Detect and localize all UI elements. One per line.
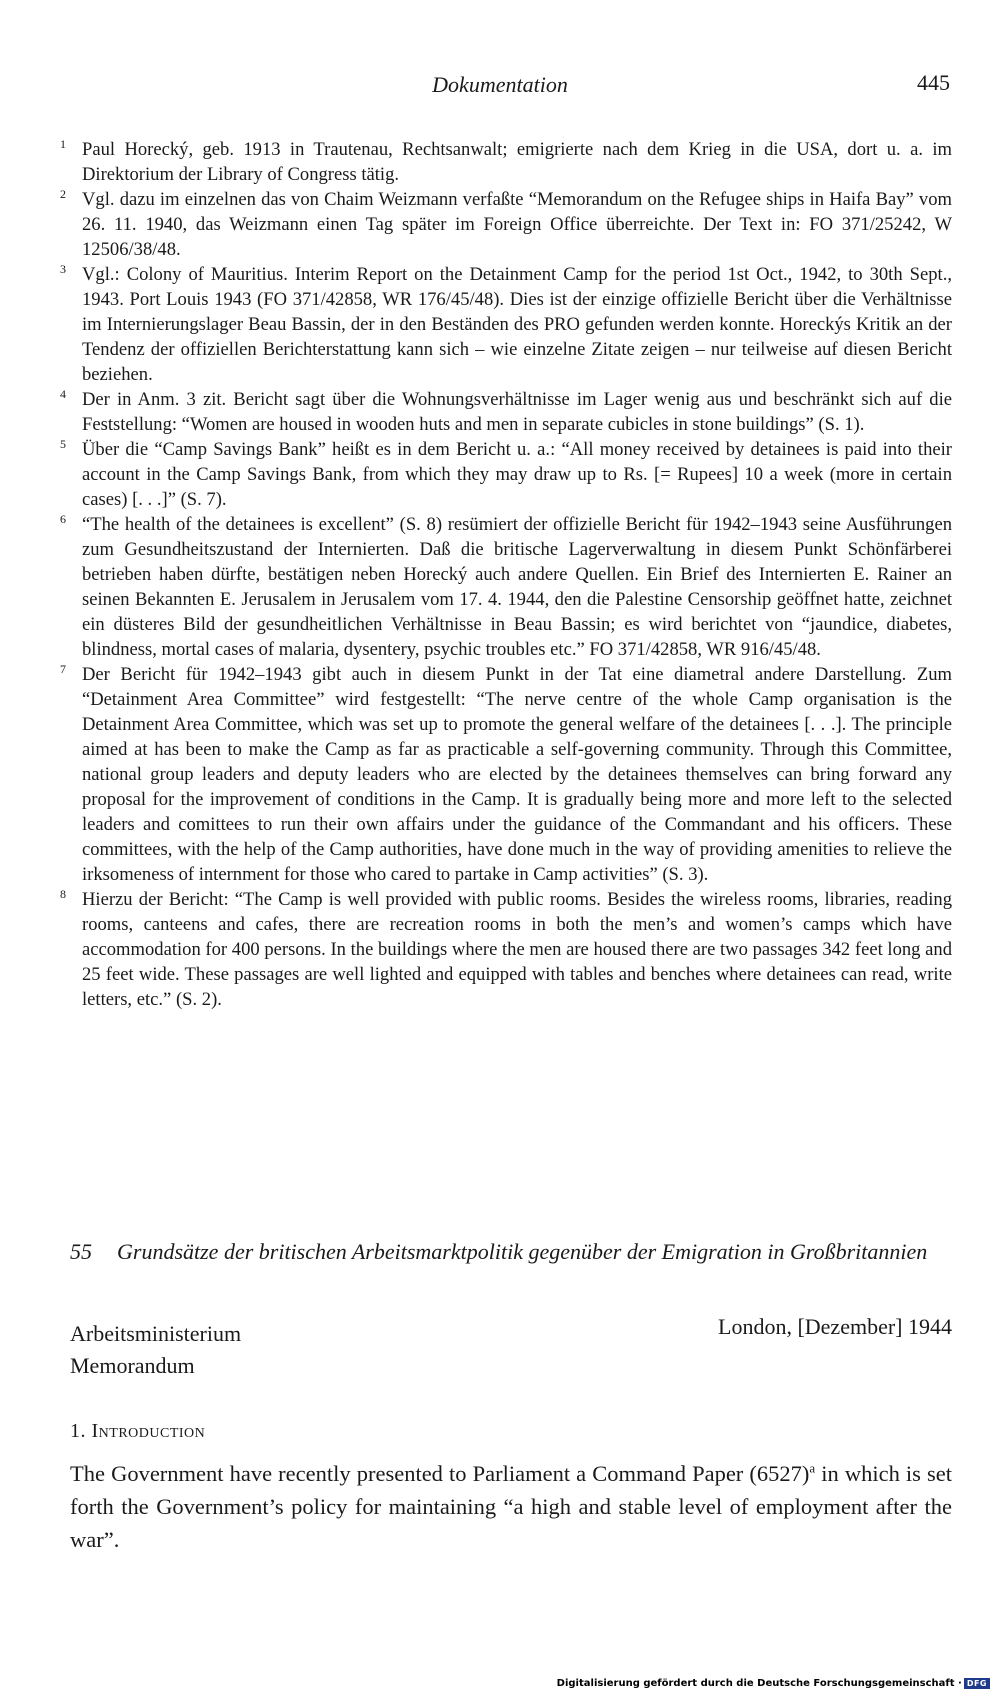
document-number: 55 bbox=[70, 1239, 92, 1264]
footnote-text: Der Bericht für 1942–1943 gibt auch in diesem Punkt in der Tat eine diametral andere Darstellung. Zum “Detainment Area Committee” wird festgestellt: “The nerve centre of the whole Camp organisation is the Detainment Area Committee, which was set up to promote the general welfare of the detainees [. . .]. The principle aimed at has been to make the Camp as far as practicable a self-governing community. Through this Committee, national group leaders and deputy leaders who are elected by the detainees themselves can bring forward any proposal for the improvement of conditions in the Camp. It is gradually being more and more left to the selected leaders and comittees to run their own affairs under the guidance of the Commandant and his officers. These committees, with the help of the Camp authorities, have done much in the way of providing amenities to relieve the irksomeness of internment for those who cared to partake in Camp activities” (S. 3). bbox=[82, 664, 952, 885]
document-sender bbox=[70, 1318, 241, 1382]
footnotes bbox=[60, 137, 952, 1012]
page-number: 445 bbox=[917, 70, 950, 95]
footnote-text: Der in Anm. 3 zit. Bericht sagt über die Wohnungsverhältnisse im Lager wenig aus und beschränkt sich auf die Feststellung: “Women are housed in wooden huts and men in separate cubicles in stone buildings” (S. 1). bbox=[82, 389, 952, 435]
footnote-number: 1 bbox=[60, 137, 66, 151]
footnote-number: 2 bbox=[60, 187, 66, 201]
footnote bbox=[60, 387, 952, 437]
digitization-credit bbox=[557, 1678, 990, 1689]
footnote-text: Hierzu der Bericht: “The Camp is well provided with public rooms. Besides the wireless rooms, libraries, reading rooms, canteens and cafes, there are recreation rooms in both the men’s and women’s camps which have accommodation for 400 persons. In the buildings where the men are housed there are two passages 342 feet long and 25 feet wide. These passages are well lighted and equipped with tables and benches where detainees can read, write letters, etc.” (S. 2). bbox=[82, 889, 952, 1010]
footnote-number: 6 bbox=[60, 512, 66, 526]
footnote bbox=[60, 662, 952, 887]
footnote-text: “The health of the detainees is excellent” (S. 8) resümiert der offizielle Bericht für 1942–1943 seine Ausführungen zum Gesundheitszustand der Internierten. Daß die britische Lagerverwaltung in diesem Punkt Schönfärberei betrieben haben dürfte, bestätigen neben Horecký auch andere Quellen. Ein Brief des Internierten E. Rainer an seinen Bekannten E. Jerusalem in Jerusalem vom 17. 4. 1944, den die Palestine Censorship geöffnet hatte, zeichnet ein düsteres Bild der gesundheitlichen Verhältnisse in Beau Bassin; es wird berichtet von “jaundice, diabetes, blindness, mortal cases of malaria, dysentery, psychic troubles etc.” FO 371/42858, WR 916/45/48. bbox=[82, 514, 952, 660]
page-header bbox=[0, 70, 1000, 106]
footnote-number: 7 bbox=[60, 662, 66, 676]
footnote-text: Über die “Camp Savings Bank” heißt es in dem Bericht u. a.: “All money received by detainees is paid into their account in the Camp Savings Bank, from which they may draw up to Rs. [= Rupees] 10 a week (more in certain cases) [. . .]” (S. 7). bbox=[82, 439, 952, 510]
footnote bbox=[60, 887, 952, 1012]
footnote-number: 3 bbox=[60, 262, 66, 276]
footnote bbox=[60, 187, 952, 262]
running-title: Dokumentation bbox=[432, 72, 568, 97]
footnote-text: Vgl. dazu im einzelnen das von Chaim Weizmann verfaßte “Memorandum on the Refugee ships in Haifa Bay” vom 26. 11. 1940, das Weizmann einen Tag später im Foreign Office überreichte. Der Text in: FO 371/25242, W 12506/38/48. bbox=[82, 189, 952, 260]
footnote-number: 4 bbox=[60, 387, 66, 401]
credit-text: Digitalisierung gefördert durch die Deutsche Forschungsgemeinschaft · bbox=[556, 1678, 962, 1689]
footnote-text: Paul Horecký, geb. 1913 in Trautenau, Rechtsanwalt; emigrierte nach dem Krieg in die USA, dort u. a. im Direktorium der Library of Congress tätig. bbox=[82, 139, 952, 185]
footnote-number: 8 bbox=[60, 887, 66, 901]
footnote bbox=[60, 437, 952, 512]
footnote-text: Vgl.: Colony of Mauritius. Interim Report on the Detainment Camp for the period 1st Oct., 1942, to 30th Sept., 1943. Port Louis 1943 (FO 371/42858, WR 176/45/48). Dies ist der einzige offizielle Bericht über die Verhältnisse im Internierungslager Beau Bassin, der in den Beständen des PRO gefunden werden konnte. Horeckýs Kritik an der Tendenz der offiziellen Berichterstattung kann sich – wie einzelne Zitate zeigen – nur teilweise auf diesen Bericht beziehen. bbox=[82, 264, 952, 385]
body-text-end: in which is set forth the Government’s policy for maintaining “a high and stable level of employment after the war”. bbox=[70, 1461, 952, 1552]
sender-ministry: Arbeitsministerium bbox=[70, 1321, 242, 1346]
footnote bbox=[60, 137, 952, 187]
document-heading bbox=[70, 1236, 952, 1268]
footnote bbox=[60, 512, 952, 662]
footnote-number: 5 bbox=[60, 437, 66, 451]
body-text-start: The Government have recently presented to Parliament a Command Paper (6527) bbox=[70, 1461, 810, 1486]
sender-doc-type: Memorandum bbox=[70, 1353, 195, 1378]
footnote-marker: a bbox=[809, 1460, 816, 1476]
document-title: Grundsätze der britischen Arbeitsmarktpolitik gegenüber der Emigration in Großbritannien bbox=[117, 1239, 928, 1264]
place-date: London, [Dezember] 1944 bbox=[718, 1314, 952, 1339]
section-heading bbox=[70, 1420, 205, 1443]
footnote bbox=[60, 262, 952, 387]
dfg-logo-icon: DFG bbox=[964, 1678, 990, 1689]
body-paragraph bbox=[70, 1457, 952, 1556]
section-number: 1. bbox=[70, 1420, 86, 1442]
section-title: Introduction bbox=[91, 1420, 206, 1442]
